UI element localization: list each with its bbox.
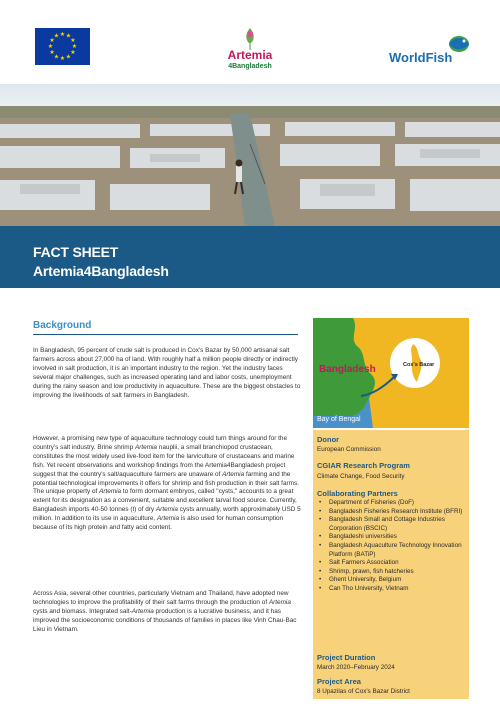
list-item: • Bangladesh Fisheries Research Institute (BFRI) <box>317 508 467 517</box>
program-value: Climate Change, Food Security <box>317 473 405 480</box>
list-item: • Ghent University, Belgium <box>317 576 467 585</box>
svg-text:★: ★ <box>70 49 76 56</box>
donor-heading: Donor <box>317 435 340 444</box>
svg-text:Artemia: Artemia <box>227 48 273 62</box>
svg-text:★: ★ <box>53 53 60 61</box>
list-item: • Shrimp, prawn, fish hatcheries <box>317 568 467 577</box>
background-paragraph-1: In Bangladesh, 95 percent of crude salt is produced in Cox's Bazar by 50,000 artisanal salt farmers across about 27,000 ha of land. With roughly half a million people directly or indirectly involved in salt production, it is an important industry to the region. Yet the industry faces several major challenges, such as increased operating land and labor costs, unemployment during the rainy season and low productivity in aquaculture. These are the biggest obstacles to improving the livelihoods of salt farmers in Bangladesh. <box>33 347 301 399</box>
fact-sheet-title: FACT SHEET <box>33 244 119 260</box>
svg-text:★: ★ <box>59 55 66 62</box>
svg-text:★: ★ <box>53 32 60 40</box>
partners-list <box>317 499 467 594</box>
svg-text:★: ★ <box>59 31 66 38</box>
list-item: • Department of Fisheries (DoF) <box>317 499 467 508</box>
program-heading: CGIAR Research Program <box>317 461 410 470</box>
svg-text:★: ★ <box>65 53 72 61</box>
area-heading: Project Area <box>317 677 361 686</box>
list-item: • Bangladesh Small and Cottage Industries Corporation (BSCIC) <box>317 516 467 533</box>
list-item: • Bangladeshi universities <box>317 533 467 542</box>
worldfish-logo <box>385 30 475 70</box>
location-map <box>313 318 469 428</box>
eu-flag-icon <box>35 28 90 65</box>
area-value: 8 Upazilas of Cox's Bazar District <box>317 688 410 695</box>
donor-value: European Commission <box>317 446 381 453</box>
svg-text:WorldFish: WorldFish <box>389 50 453 65</box>
svg-text:★: ★ <box>47 43 54 50</box>
svg-text:Bay of Bengal: Bay of Bengal <box>317 416 361 423</box>
svg-text:Cox's Bazar: Cox's Bazar <box>403 362 435 368</box>
svg-text:★: ★ <box>71 43 78 50</box>
list-item: • Salt Farmers Association <box>317 559 467 568</box>
artemia4bangladesh-logo <box>205 26 295 72</box>
svg-text:★: ★ <box>49 49 55 56</box>
svg-text:4Bangladesh: 4Bangladesh <box>228 63 272 70</box>
duration-heading: Project Duration <box>317 653 376 662</box>
svg-text:★: ★ <box>49 37 55 44</box>
salt-farm-photo <box>0 84 500 226</box>
svg-text:★: ★ <box>65 32 72 40</box>
background-paragraph-2: However, a promising new type of aquaculture technology could turn things around for the country's salt industry. Brine shrimp Artemia nauplii, a small branchiopod crustacean, constitutes the most widely used live-food item for the larviculture of crustaceans and marine fish. Yet recent observations and workshop findings from the Artemia4Bangladesh project suggest that the country's salt/aquaculture farmers are unaware of Artemia farming and the potential technological improvements it offers for shrimp and fish production in their salt farms. The unique property of Artemia to form dormant embryos, called "cysts," accounts to a great extent for its designation as a convenient, suitable and excellent larval food source. Currently, Bangladesh imports 40-50 tonnes (t) of dry Artemia cysts annually, worth approximately USD 5 million. In addition to its use in aquaculture, Artemia is also used for human consumption because of its high protein and fatty acid content. <box>33 435 301 532</box>
svg-text:★: ★ <box>70 37 76 44</box>
svg-text:Bangladesh: Bangladesh <box>319 364 376 375</box>
partners-heading: Collaborating Partners <box>317 489 398 498</box>
background-paragraph-3: Across Asia, several other countries, particularly Vietnam and Thailand, have adopted new technologies to improve the profitability of their salt farms through the production of Artemia cysts and biomass. Integrated salt-Artemia production is a lucrative business, and it has improved the socioeconomic conditions of thousands of families in places like Vinh Chau-Bac Lieu in Vietnam. <box>33 590 297 633</box>
list-item: • Bangladesh Aquaculture Technology Innovation Platform (BATiP) <box>317 542 467 559</box>
project-name: Artemia4Bangladesh <box>33 263 169 279</box>
list-item: • Can Tho University, Vietnam <box>317 585 467 594</box>
duration-value: March 2020–February 2024 <box>317 664 395 671</box>
background-heading: Background <box>33 320 298 335</box>
